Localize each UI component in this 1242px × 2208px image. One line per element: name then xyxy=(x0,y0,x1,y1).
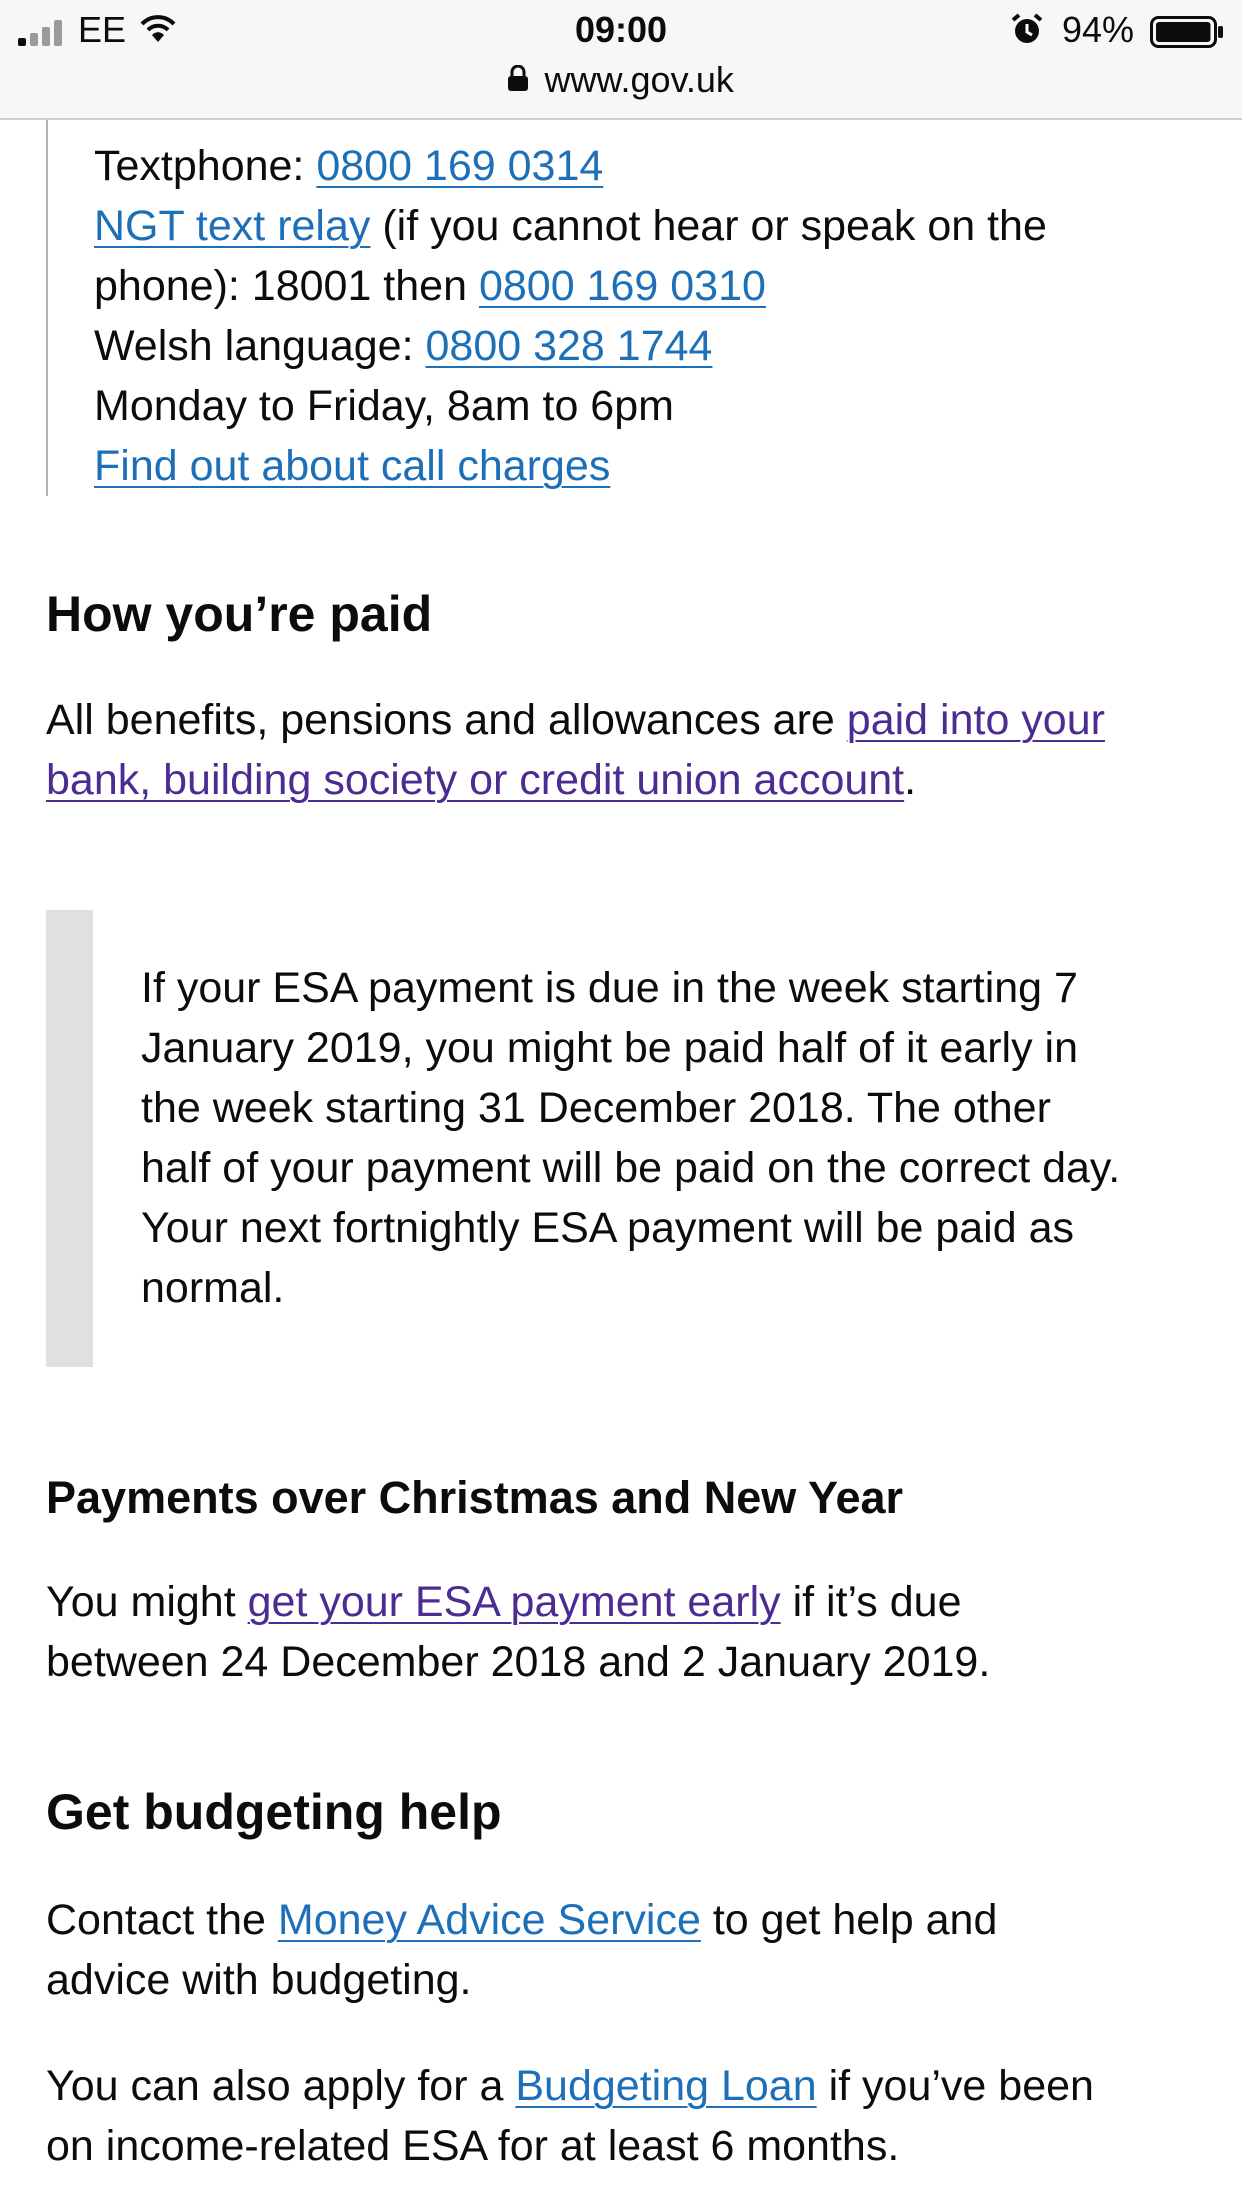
money-advice-service-link[interactable]: Money Advice Service xyxy=(277,1896,701,1944)
how-paid-paragraph: All benefits, pensions and allowances are paid into your bank, building society or credit union account. xyxy=(46,696,1105,804)
budgeting-loan-link[interactable]: Budgeting Loan xyxy=(515,2062,817,2110)
url-text: www.gov.uk xyxy=(544,59,734,100)
textphone-number-link[interactable]: 0800 169 0314 xyxy=(316,142,604,190)
heading-how-youre-paid: How you’re paid xyxy=(46,586,433,642)
call-charges-link[interactable]: Find out about call charges xyxy=(94,442,611,490)
ngt-text-relay-link[interactable]: NGT text relay xyxy=(94,202,371,250)
christmas-paragraph: You might get your ESA payment early if it’s due between 24 December 2018 and 2 January 2019. xyxy=(46,1578,991,1686)
welsh-line: Welsh language: 0800 328 1744 xyxy=(94,322,713,370)
opening-hours: Monday to Friday, 8am to 6pm xyxy=(94,382,674,430)
budgeting-paragraph-1: Contact the Money Advice Service to get help and advice with budgeting. xyxy=(46,1896,998,2004)
ngt-line-2: phone): 18001 then 0800 169 0310 xyxy=(94,262,766,310)
ngt-line-1: NGT text relay (if you cannot hear or speak on the xyxy=(94,202,1047,250)
browser-status-bar xyxy=(0,0,1242,120)
contact-details xyxy=(46,100,1196,496)
inset-border xyxy=(46,910,93,1367)
esa-payment-early-link[interactable]: get your ESA payment early xyxy=(247,1578,781,1626)
inset-text: If your ESA payment is due in the week starting 7 January 2019, you might be paid half of it early in the week starting 31 December 2018. The other half of your payment will be paid on the correct day. Your next fortnightly ESA payment will be paid as normal. xyxy=(141,964,1121,1312)
budgeting-paragraph-2: You can also apply for a Budgeting Loan if you’ve been on income-related ESA for at least 6 months. xyxy=(46,2062,1094,2170)
battery-percentage: 94% xyxy=(1062,9,1135,50)
textphone-line: Textphone: 0800 169 0314 xyxy=(94,142,604,190)
welsh-number-link[interactable]: 0800 328 1744 xyxy=(425,322,713,370)
lock-icon xyxy=(508,65,528,96)
paid-into-account-link[interactable]: paid into your bank, building society or credit union account xyxy=(46,696,1105,804)
heading-christmas-payments: Payments over Christmas and New Year xyxy=(46,1472,904,1523)
heading-budgeting-help: Get budgeting help xyxy=(46,1784,502,1840)
battery-icon xyxy=(1150,16,1224,53)
ngt-number-link[interactable]: 0800 169 0310 xyxy=(478,262,766,310)
alarm-clock-icon xyxy=(1010,12,1044,51)
address-bar[interactable] xyxy=(0,56,1242,104)
inset-notice xyxy=(46,910,1206,1367)
carrier-name: EE xyxy=(78,9,127,50)
status-time: 09:00 xyxy=(574,9,668,50)
